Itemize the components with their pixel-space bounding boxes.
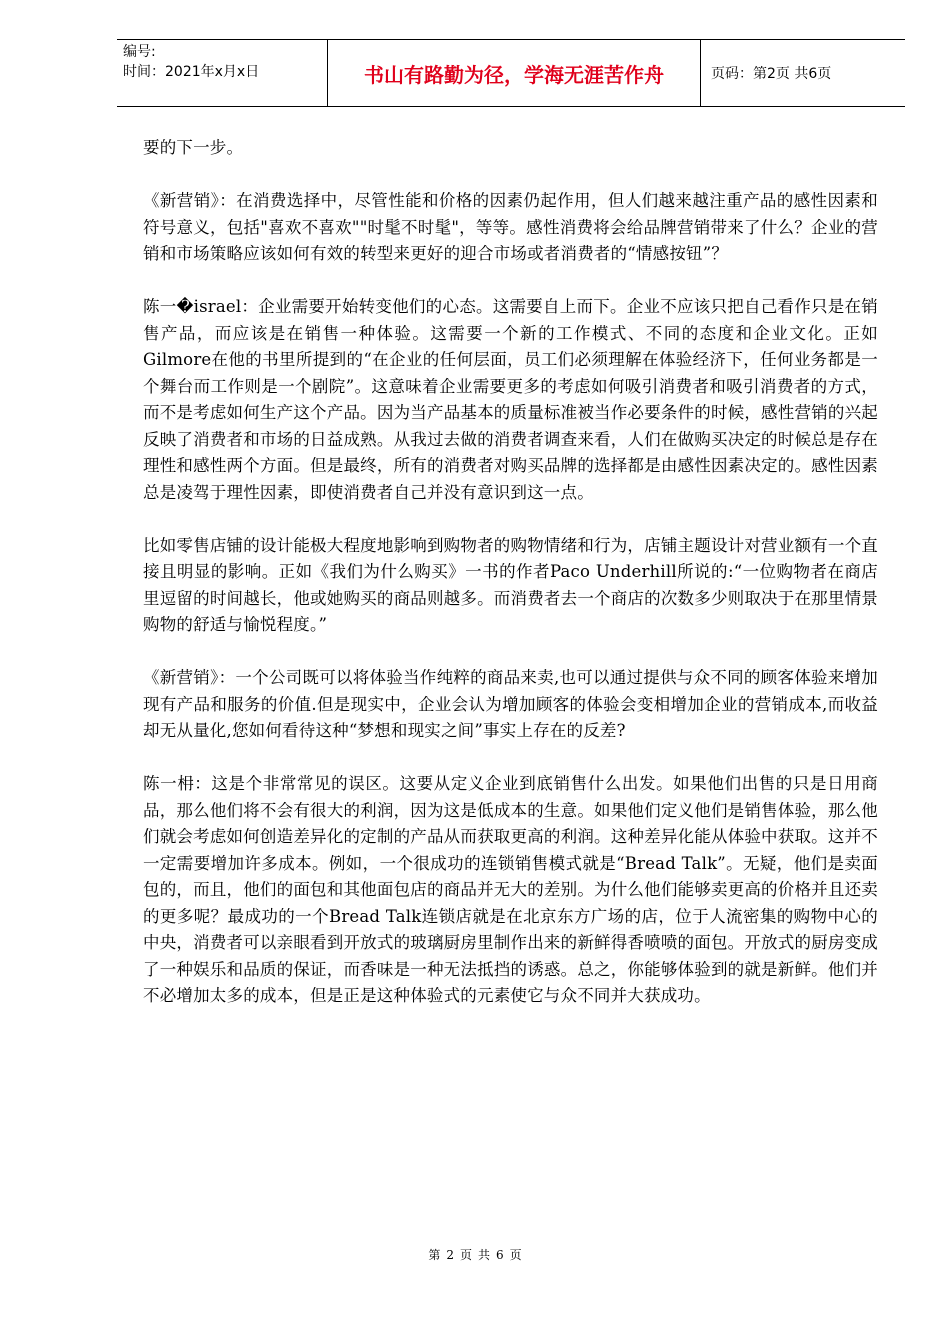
paragraph: 《新营销》：在消费选择中，尽管性能和价格的因素仍起作用，但人们越来越注重产品的感性因素和符号意义，包括"喜欢不喜欢""时髦不时髦"，等等。感性消费将会给品牌营销带来了什么？企业的营销和市场策略应该如何有效的转型来更好的迎合市场或者消费者的“情感按钮”？	[143, 191, 878, 263]
page-footer	[0, 1246, 950, 1263]
page-header	[117, 39, 905, 107]
number-label: 编号:	[123, 44, 156, 60]
footer-gong: 共	[478, 1248, 491, 1262]
document-body	[143, 135, 878, 1036]
time-label: 时间：2021年x月x日	[123, 64, 260, 80]
paragraph: 陈一枏：这是个非常常见的误区。这要从定义企业到底销售什么出发。如果他们出售的只是日用商品，那么他们将不会有很大的利润，因为这是低成本的生意。如果他们定义他们是销售体验，那么他们就会考虑如何创造差异化的定制的产品从而获取更高的利润。这种差异化能从体验中获取。这并不一定需要增加许多成本。例如，一个很成功的连锁销售模式就是“Bread Talk”。无疑，他们是卖面包的，而且，他们的面包和其他面包店的商品并无大的差别。为什么他们能够卖更高的价格并且还卖的更多呢？最成功的一个Bread Talk连锁店就是在北京东方广场的店，位于人流密集的购物中心的中央，消费者可以亲眼看到开放式的玻璃厨房里制作出来的新鲜得香喷喷的面包。开放式的厨房变成了一种娱乐和品质的保证，而香味是一种无法抵挡的诱惑。总之，你能够体验到的就是新鲜。他们并不必增加太多的成本，但是正是这种体验式的元素使它与众不同并大获成功。	[143, 774, 878, 1005]
footer-di: 第	[428, 1248, 441, 1262]
footer-page-number: 2	[446, 1248, 454, 1262]
footer-ye: 页	[459, 1248, 472, 1262]
paragraph: 要的下一步。	[143, 138, 244, 157]
header-meta	[117, 40, 328, 107]
paragraph: 陈一�israel：企业需要开始转变他们的心态。这需要自上而下。企业不应该只把自己看作只是在销售产品，而应该是在销售一种体验。这需要一个新的工作模式、不同的态度和企业文化。正如Gilmore在他的书里所提到的“在企业的任何层面，员工们必须理解在体验经济下，任何业务都是一个舞台而工作则是一个剧院”。这意味着企业需要更多的考虑如何吸引消费者和吸引消费者的方式，而不是考虑如何生产这个产品。因为当产品基本的质量标准被当作必要条件的时候，感性营销的兴起反映了消费者和市场的日益成熟。从我过去做的消费者调查来看，人们在做购买决定的时候总是存在理性和感性两个方面。但是最终，所有的消费者对购买品牌的选择都是由感性因素决定的。感性因素总是凌驾于理性因素，即使消费者自己并没有意识到这一点。	[143, 297, 878, 502]
header-motto: 书山有路勤为径，学海无涯苦作舟	[328, 40, 701, 107]
footer-ye2: 页	[509, 1248, 522, 1262]
paragraph: 比如零售店铺的设计能极大程度地影响到购物者的购物情绪和行为，店铺主题设计对营业额有一个直接且明显的影响。正如《我们为什么购买》一书的作者Paco Underhill所说的:“一位购物者在商店里逗留的时间越长，他或她购买的商品则越多。而消费者去一个商店的次数多少则取决于在那里情景购物的舒适与愉悦程度。”	[143, 535, 878, 634]
header-page-info: 页码：第2页 共6页	[701, 40, 906, 107]
footer-total-pages: 6	[496, 1248, 504, 1262]
paragraph: 《新营销》：一个公司既可以将体验当作纯粹的商品来卖,也可以通过提供与众不同的顾客体验来增加现有产品和服务的价值.但是现实中，企业会认为增加顾客的体验会变相增加企业的营销成本,而收益却无从量化,您如何看待这种“梦想和现实之间”事实上存在的反差?	[143, 668, 878, 740]
